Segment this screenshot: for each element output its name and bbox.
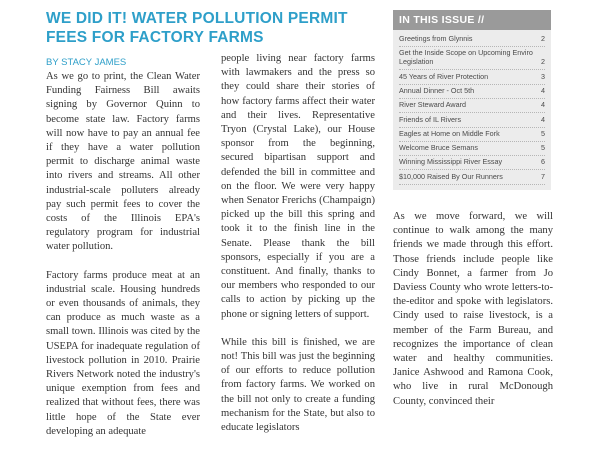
- toc-item-page: 7: [541, 171, 545, 181]
- toc-item-title: Eagles at Home on Middle Fork: [399, 128, 500, 138]
- toc-item-page: 4: [541, 114, 545, 124]
- toc-item-title: Annual Dinner - Oct 5th: [399, 85, 475, 95]
- toc-item-page: 4: [541, 85, 545, 95]
- toc-item-page: 5: [541, 143, 545, 153]
- toc-item[interactable]: [399, 170, 545, 184]
- toc-item-page: 5: [541, 128, 545, 138]
- toc-item[interactable]: [399, 85, 545, 99]
- toc-item-page: 2: [541, 34, 545, 44]
- sidebar-title: IN THIS ISSUE //: [393, 10, 551, 30]
- in-this-issue-sidebar: [393, 10, 551, 190]
- byline: BY STACY JAMES: [46, 57, 127, 68]
- article-column-1: [46, 70, 200, 453]
- toc-item-title: Welcome Bruce Semans: [399, 143, 478, 153]
- article-column-3: [393, 210, 553, 423]
- toc-item-page: 2: [541, 57, 545, 67]
- toc-item[interactable]: [399, 113, 545, 127]
- toc-item[interactable]: [399, 142, 545, 156]
- toc-item-title: Winning Mississippi River Essay: [399, 157, 503, 167]
- toc-item-title: Get the Inside Scope on Upcoming Enviro Legislation: [399, 48, 533, 67]
- paragraph: As we go to print, the Clean Water Funding Fairness Bill awaits signing by Governor Quinn to become state law. Factory farms will now have to pay an annual fee if they have a water pollution permit to discharge animal waste into rivers and streams. All other industrial-scale polluters already pay such permit fees to cover the costs of the Illinois EPA's regulatory program for industrial water pollution.: [46, 71, 200, 253]
- paragraph: While this bill is finished, we are not! This bill was just the beginning of our efforts to reduce pollution from factory farms. We worked on the bill not only to create a funding mechanism for the State, but also to educate legislators: [221, 336, 375, 434]
- paragraph: As we move forward, we will continue to walk among the many friends we made through this effort. Those friends include people like Cindy Bonnet, a farmer from Jo Daviess County who wrote letters-to-the-editor and spoke with legislators. Cindy used to raise livestock, is a member of the Farm Bureau, and recognizes the importance of clean water and healthy communities. Janice Ashwood and Ramona Cook, who live in rural McDonough County, convinced their: [393, 211, 553, 407]
- table-of-contents: [393, 30, 551, 185]
- toc-item[interactable]: [399, 33, 545, 47]
- toc-item-title: $10,000 Raised By Our Runners: [399, 171, 503, 181]
- article-column-2: [221, 52, 375, 449]
- article-headline: WE DID IT! WATER POLLUTION PERMIT FEES FOR FACTORY FARMS: [46, 10, 348, 46]
- toc-item[interactable]: [399, 156, 545, 170]
- toc-item-title: Greetings from Glynnis: [399, 34, 473, 44]
- toc-item[interactable]: [399, 70, 545, 84]
- paragraph: people living near factory farms with lawmakers and the press so they could share their stories of how factory farms affect their water and their lives. Representative Tryon (Crystal Lake), our House sponsor from the beginning, secured bipartisan support and defended the bill in committee and on the floor. We were very happy when Senator Frerichs (Champaign) picked up the bill this spring and took it to the finish line in the Senate. Please thank the bill sponsors, especially if you are a constituent. And finally, thanks to our members who responded to our calls to action by picking up the phone or signing letters of support.: [221, 53, 375, 320]
- toc-item[interactable]: [399, 99, 545, 113]
- paragraph: Factory farms produce meat at an industrial scale. Housing hundreds or even thousands of animals, they can produce as much waste as a small town. Illinois was cited by the USEPA for inadequate regulation of livestock pollution in 2010. Prairie Rivers Network noted the industry's unique exemption from fees and realized that without fees, there was little hope of the State ever developing an adequate: [46, 269, 200, 437]
- toc-item[interactable]: [399, 128, 545, 142]
- toc-item-page: 6: [541, 157, 545, 167]
- toc-item-title: Friends of IL Rivers: [399, 114, 462, 124]
- toc-item-title: 45 Years of River Protection: [399, 71, 489, 81]
- toc-item-page: 3: [541, 71, 545, 81]
- toc-item[interactable]: [399, 47, 545, 70]
- toc-item-page: 4: [541, 100, 545, 110]
- toc-item-title: River Steward Award: [399, 100, 466, 110]
